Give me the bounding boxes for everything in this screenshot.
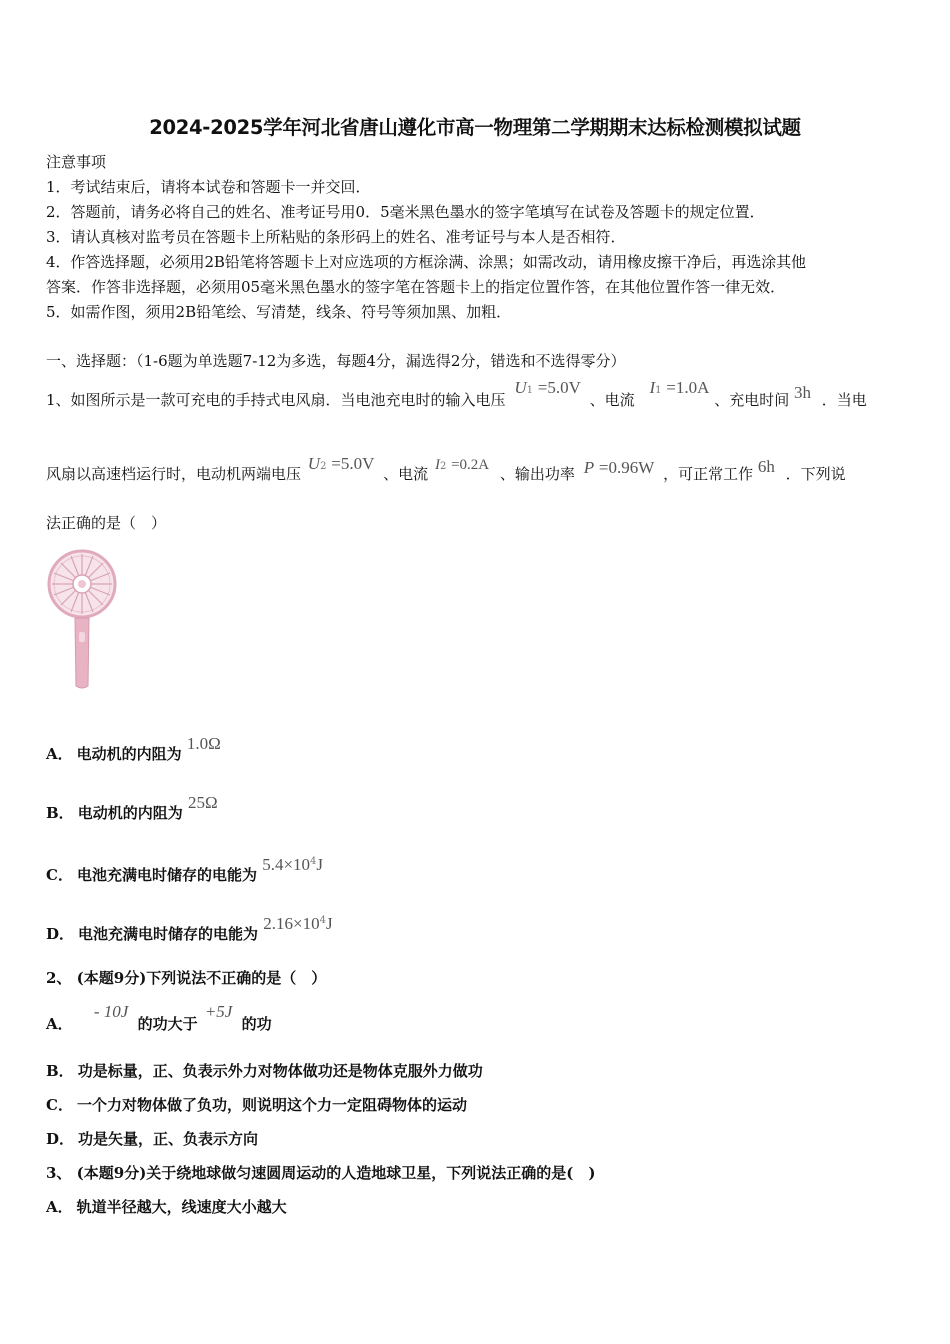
- q3-option-a[interactable]: A． 轨道半径越大，线速度大小越大: [46, 1198, 287, 1216]
- q1-text: 、电流: [589, 391, 635, 409]
- q1-text: 风扇以高速档运行时，电动机两端电压: [46, 465, 302, 483]
- section-heading: 一、选择题：（1-6题为单选题7-12为多选，每题4分，漏选得2分，错选和不选得零分）: [46, 352, 626, 370]
- q1-text: 、充电时间: [714, 391, 790, 409]
- charge-time-formula: 3h: [794, 383, 811, 402]
- q1-text: ．当电: [821, 391, 867, 409]
- current-i2-formula: I2 =0.2A: [434, 457, 490, 473]
- notice-item: 4．作答选择题，必须用2B铅笔将答题卡上对应选项的方框涂满、涂黑；如需改动，请用橡皮擦干净后，再选涂其他: [46, 253, 806, 271]
- q2-option-a[interactable]: A． - 10J 的功大于 +5J 的功: [46, 1002, 272, 1033]
- work-negative-formula: - 10J: [93, 1002, 129, 1021]
- resistance-formula: 1.0Ω: [186, 734, 221, 753]
- q1-text: 、输出功率: [499, 465, 575, 483]
- q1-option-d[interactable]: D． 电池充满电时储存的电能为 $2.16\times 10^4J$: [46, 921, 333, 944]
- page-title: 2024-2025学年河北省唐山遵化市高一物理第二学期期末达标检测模拟试题: [149, 116, 801, 139]
- notice-item: 2．答题前，请务必将自己的姓名、准考证号用0．5毫米黑色墨水的签字笔填写在试卷及答题卡的规定位置．: [46, 203, 765, 221]
- q1-text: 、电流: [383, 465, 429, 483]
- handheld-fan-image: [46, 548, 118, 690]
- notice-item: 5．如需作图，须用2B铅笔绘、写清楚，线条、符号等须加黑、加粗．: [46, 303, 512, 321]
- q3-stem: 3、 (本题9分)关于绕地球做匀速圆周运动的人造地球卫星，下列说法正确的是( ): [46, 1164, 596, 1182]
- q1-text: 1、如图所示是一款可充电的手持式电风扇．当电池充电时的输入电压: [46, 391, 506, 409]
- resistance-formula: 25Ω: [187, 793, 218, 812]
- energy-formula: $5.4\times 10^4J$: [262, 855, 324, 874]
- work-time-formula: 6h: [757, 457, 775, 476]
- current-i1-formula: I1 =1.0A: [649, 378, 710, 397]
- q1-option-b[interactable]: B． 电动机的内阻为 25Ω: [46, 793, 218, 822]
- voltage-u2-formula: U2 =5.0V: [307, 454, 375, 473]
- q1-line1: [46, 378, 867, 413]
- power-formula: P =0.96W: [583, 458, 655, 477]
- q1-option-c[interactable]: C． 电池充满电时储存的电能为 $5.4\times 10^4J$: [46, 862, 323, 885]
- voltage-u1-formula: U1 =5.0V: [514, 378, 581, 397]
- q1-text: ．下列说: [785, 465, 846, 483]
- q2-option-c[interactable]: C． 一个力对物体做了负功，则说明这个力一定阻碍物体的运动: [46, 1096, 467, 1114]
- notice-heading: 注意事项: [46, 153, 107, 171]
- q1-line3: 法正确的是（ ）: [46, 514, 167, 532]
- notice-item: 3．请认真核对监考员在答题卡上所粘贴的条形码上的姓名、准考证号与本人是否相符．: [46, 228, 626, 246]
- q2-option-b[interactable]: B． 功是标量，正、负表示外力对物体做功还是物体克服外力做功: [46, 1062, 483, 1080]
- energy-formula: $2.16\times 10^4J$: [263, 914, 333, 933]
- q1-line2: [46, 454, 846, 487]
- q2-stem: 2、 (本题9分)下列说法不正确的是（ ）: [46, 969, 327, 987]
- q1-option-a[interactable]: A． 电动机的内阻为 1.0Ω: [46, 734, 221, 763]
- q2-option-d[interactable]: D． 功是矢量，正、负表示方向: [46, 1130, 259, 1148]
- q1-text: ，可正常工作: [663, 465, 754, 483]
- work-positive-formula: +5J: [204, 1002, 233, 1021]
- notice-item: 1．考试结束后，请将本试卷和答题卡一并交回．: [46, 178, 371, 196]
- notice-item: 答案．作答非选择题，必须用05毫米黑色墨水的签字笔在答题卡上的指定位置作答，在其他位置作答一律无效．: [46, 278, 786, 296]
